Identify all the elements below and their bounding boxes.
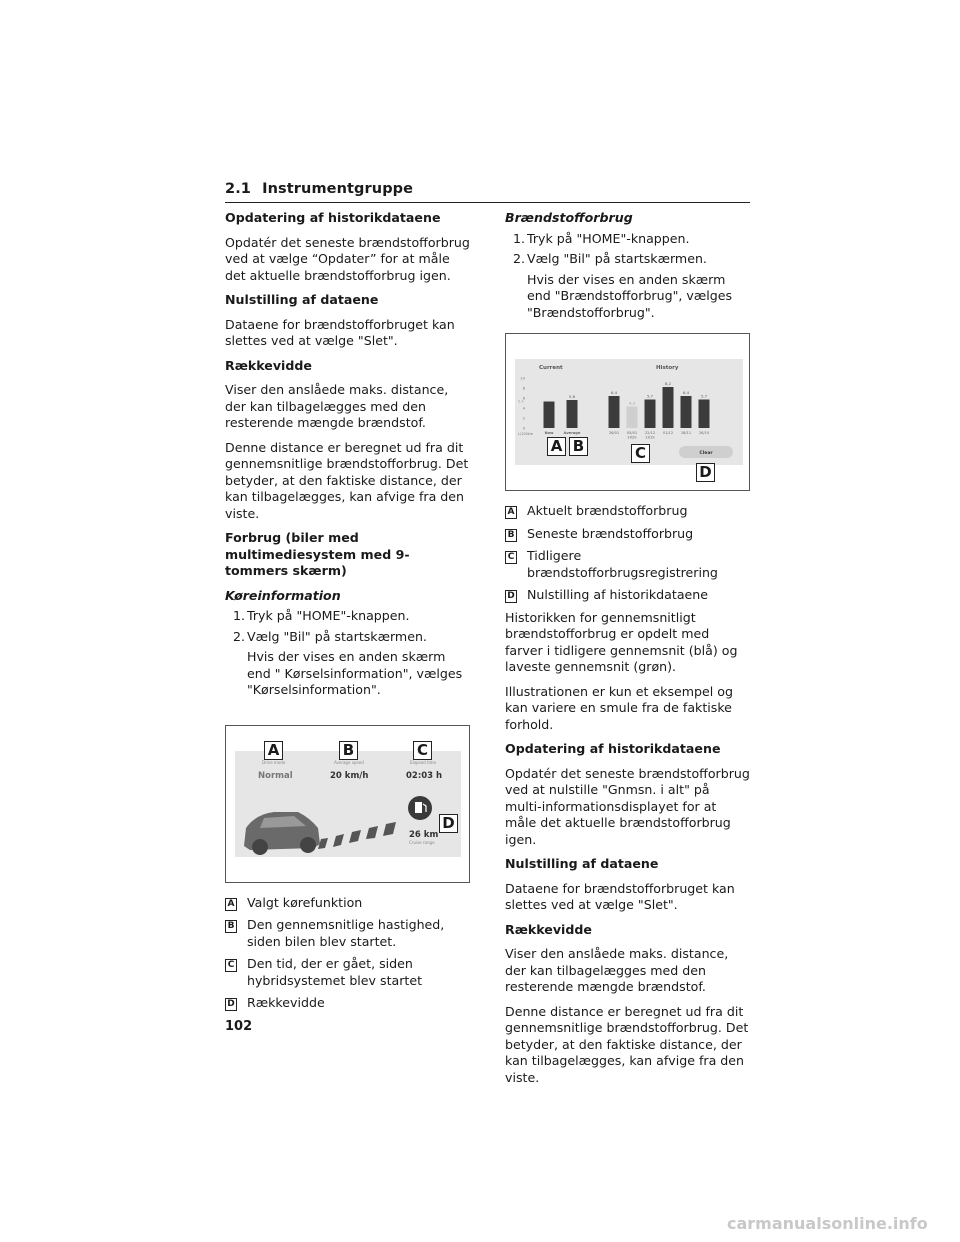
chart-bar: [645, 400, 656, 429]
chart-bar: [609, 396, 620, 428]
step-1: 1. Tryk på "HOME"-knappen.: [233, 608, 410, 623]
y-tick-label: 8: [522, 385, 525, 391]
drive-mode-value: Normal: [258, 770, 293, 781]
paragraph: Viser den anslåede maks. distance, der kan tilbagelægges med den resterende mængde brændstof.: [225, 382, 449, 430]
legend-item: A Aktuelt brændstofforbrug: [505, 503, 750, 520]
section-number: 2.1: [225, 181, 251, 197]
avg-speed-label: Average speed: [334, 759, 364, 765]
chart-bar: [567, 400, 578, 428]
bar-value-label: 6,4: [682, 390, 690, 395]
fuel-history-figure: [505, 333, 750, 491]
legend-item: B Seneste brændstofforbrug: [505, 526, 750, 543]
chart-bar: [699, 400, 710, 429]
step-2: 2. Vælg "Bil" på startskærmen.: [233, 628, 427, 644]
heading-range: Rækkevidde: [505, 921, 592, 937]
clear-button-label: Clear: [699, 451, 713, 456]
y-tick-label: 4: [522, 405, 525, 411]
x-tick-label: 26/10: [698, 431, 710, 435]
avg-speed-value: 20 km/h: [330, 770, 369, 781]
section-title: Instrumentgruppe: [262, 181, 414, 197]
paragraph: Denne distance er beregnet ud fra dit gennemsnitlige brændstofforbrug. Det betyder, at den faktiske distance, der kan tilbagelægges, kan afvige fra den viste.: [225, 439, 469, 521]
bar-value-label: 8,2: [664, 381, 672, 386]
x-tick-label: 18/11: [680, 431, 692, 435]
chart-bar: [681, 396, 692, 428]
heading-reset-data: Nulstilling af dataene: [505, 856, 659, 871]
left-column: [225, 210, 470, 1018]
chart-title-history: History: [656, 365, 679, 371]
y-tick-label: 2: [522, 415, 525, 421]
y-tick-label: 10: [520, 375, 525, 381]
callout-c: C: [631, 444, 650, 463]
right-column: [505, 210, 750, 1094]
step-2: 2. Vælg "Bil" på startskærmen.: [513, 251, 707, 266]
callout-a: A: [547, 437, 566, 456]
paragraph: Opdatér det seneste brændstofforbrug ved at nulstille "Gnmsn. i alt" på multi-informationsdisplayet for at måle det aktuelle brændstofforbrug igen.: [505, 765, 750, 847]
x-tick-label: 01/12: [662, 431, 674, 435]
x-tick-label: 2019: [645, 435, 655, 440]
legend-item: D Rækkevidde: [225, 995, 470, 1012]
bar-value-label: 5,7: [646, 393, 654, 399]
section-header: [225, 178, 750, 203]
paragraph: Viser den anslåede maks. distance, der kan tilbagelægges med den resterende mængde brændstof.: [505, 946, 729, 994]
callout-d: D: [696, 463, 715, 482]
heading-consumption: Forbrug (biler med multimediesystem med 9-tommers skærm): [225, 530, 410, 578]
reference-label: 5.3: [518, 399, 524, 404]
bar-value-label: 5,6: [568, 394, 576, 399]
chart-bar: [627, 407, 638, 429]
callout-b: B: [569, 437, 588, 456]
legend-item: C Tidligere brændstofforbrugsregistrering: [505, 548, 750, 581]
callout-c: C: [413, 741, 432, 760]
watermark: carmanualsonline.info: [727, 1214, 928, 1233]
x-tick-label: 05/01: [626, 431, 638, 435]
heading-drive-info: Køreinformation: [225, 587, 341, 603]
range-label: Cruise range: [409, 839, 435, 845]
y-axis-label: L/100km: [518, 432, 534, 436]
legend-item: D Nulstilling af historikdataene: [505, 587, 750, 604]
chart-title-current: Current: [539, 365, 563, 371]
x-tick-label: Average: [563, 431, 581, 435]
bar-value-label: 4,3: [628, 400, 636, 406]
chart-bar: [663, 387, 674, 428]
x-tick-label: 26/01: [608, 431, 620, 435]
x-tick-label: 22/12: [644, 431, 656, 435]
heading-reset-data: Nulstilling af dataene: [225, 292, 379, 307]
legend-item: C Den tid, der er gået, siden hybridsystemet blev startet: [225, 956, 470, 989]
y-tick-label: 6: [522, 395, 525, 401]
paragraph: Opdatér det seneste brændstofforbrug ved at vælge “Opdater” for at måle det aktuelle brændstofforbrug igen.: [225, 234, 470, 283]
drive-mode-label: Drive mode: [262, 759, 286, 765]
heading-update-history: Opdatering af historikdataene: [505, 741, 721, 756]
range-value: 26 km: [409, 829, 439, 840]
legend-item: B Den gennemsnitlige hastighed, siden bilen blev startet.: [225, 917, 470, 950]
paragraph: Dataene for brændstofforbruget kan slettes ved at vælge "Slet".: [225, 316, 455, 348]
step-2-note: Hvis der vises en anden skærm end " Kørselsinformation", vælges "Kørselsinformation".: [247, 649, 463, 697]
x-tick-label: Now: [544, 431, 554, 435]
paragraph: Illustrationen er kun et eksempel og kan variere en smule fra de faktiske forhold.: [505, 683, 733, 732]
paragraph: Dataene for brændstofforbruget kan slettes ved at vælge "Slet".: [505, 880, 735, 912]
step-1: 1. Tryk på "HOME"-knappen.: [513, 230, 690, 246]
step-2-note: Hvis der vises en anden skærm end "Brændstofforbrug", vælges "Brændstofforbrug".: [527, 271, 733, 320]
paragraph: Historikken for gennemsnitligt brændstofforbrug er opdelt med farver i tidligere gennemsnit (blå) og laveste gennemsnit (grøn).: [505, 609, 738, 674]
heading-fuel-consumption: Brændstofforbrug: [505, 210, 633, 225]
y-tick-label: 0: [522, 425, 525, 431]
drive-info-figure: [225, 725, 470, 883]
paragraph: Denne distance er beregnet ud fra dit gennemsnitlige brændstofforbrug. Det betyder, at den faktiske distance, der kan tilbagelægges, kan afvige fra den viste.: [505, 1003, 749, 1085]
callout-d: D: [439, 814, 458, 833]
elapsed-label: Elapsed time: [410, 759, 437, 765]
bar-value-label: 5,7: [700, 393, 708, 399]
legend-item: A Valgt kørefunktion: [225, 895, 470, 912]
chart-bar: [544, 402, 555, 429]
page-number: 102: [225, 1019, 253, 1034]
callout-a: A: [264, 741, 283, 760]
bar-value-label: 6,4: [610, 390, 618, 395]
elapsed-value: 02:03 h: [406, 770, 443, 781]
heading-update-history: Opdatering af historikdataene: [225, 210, 441, 225]
heading-range: Rækkevidde: [225, 357, 312, 373]
x-tick-label: 2020: [627, 435, 637, 440]
callout-b: B: [339, 741, 358, 760]
